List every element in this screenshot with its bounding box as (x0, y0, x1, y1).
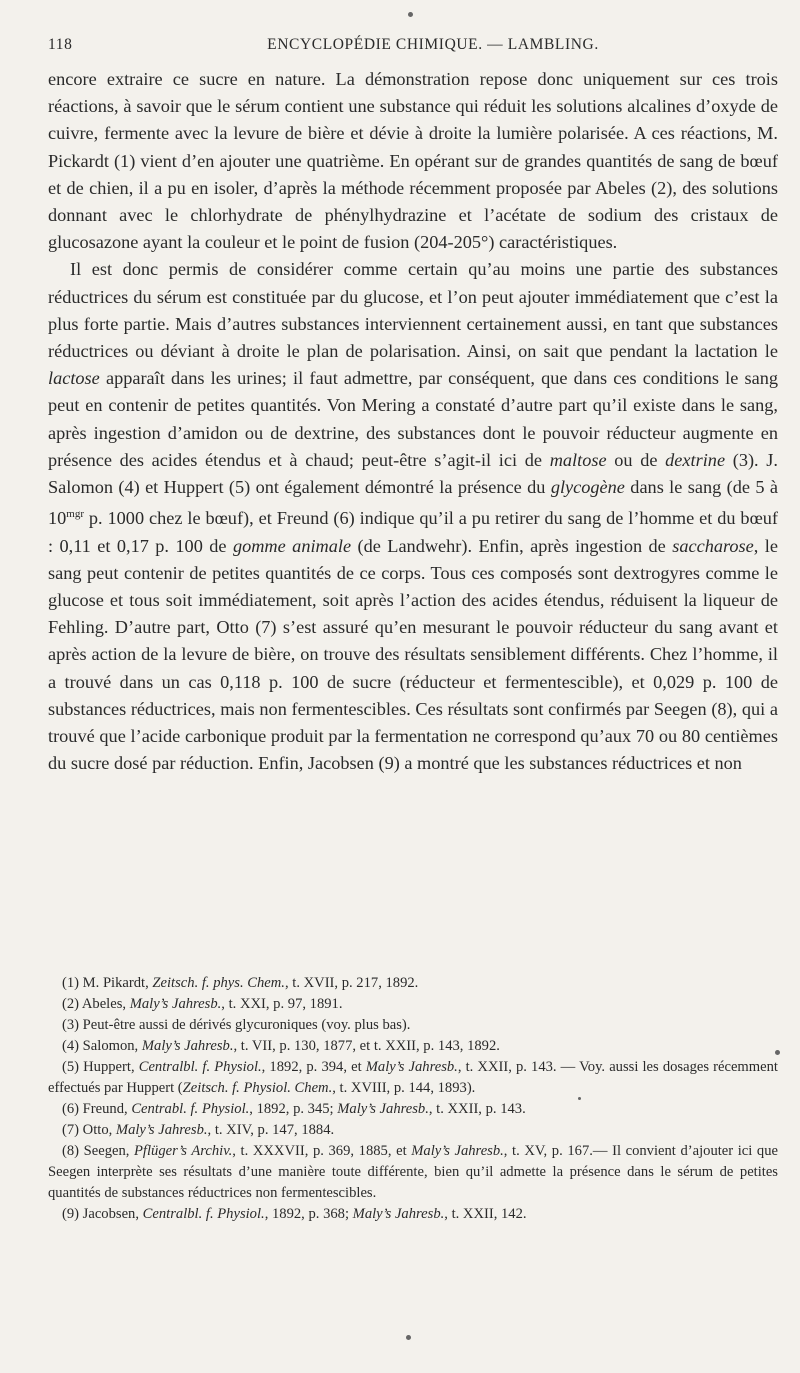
paragraph-1: encore extraire ce sucre en nature. La démonstration repose donc uniquement sur ces trois réactions, à savoir que le sérum contient une substance qui réduit les solutions alcalines d’oxyde de cuivre, fermente avec la levure de bière et dévie à droite la lumière polarisée. A ces réactions, M. Pickardt (1) vient d’en ajouter une quatrième. En opérant sur de grandes quantités de sang de bœuf et de chien, il a pu en isoler, d’après la méthode récemment proposée par Abeles (2), des solutions donnant avec le chlorhydrate de phénylhydrazine et l’acétate de sodium des cristaux de glucosazone ayant la couleur et le point de fusion (204-205°) caractéristiques. (48, 69, 778, 253)
term-glycogene: glycogène (550, 477, 625, 498)
ink-speck (408, 12, 413, 17)
page-number: 118 (48, 36, 73, 53)
footnote-4: (4) Salomon, Maly’s Jahresb., t. VII, p. 130, 1877, et t. XXII, p. 143, 1892. (62, 1038, 500, 1054)
footnote-1: (1) M. Pikardt, Zeitsch. f. phys. Chem., t. XVII, p. 217, 1892. (62, 975, 419, 991)
footnotes (48, 973, 778, 1225)
footnote-9: (9) Jacobsen, Centralbl. f. Physiol., 1892, p. 368; Maly’s Jahresb., t. XXII, 142. (62, 1206, 527, 1222)
footnote-6: (6) Freund, Centrabl. f. Physiol., 1892, p. 345; Maly’s Jahresb., t. XXII, p. 143. (62, 1101, 526, 1117)
running-title: ENCYCLOPÉDIE CHIMIQUE. — LAMBLING. (267, 36, 599, 53)
term-saccharose: saccharose (672, 535, 754, 556)
footnote-5: (5) Huppert, Centralbl. f. Physiol., 1892, p. 394, et Maly’s Jahresb., t. XXII, p. 143. — Voy. aussi les dosages récemment effectués par Huppert (Zeitsch. f. Physiol. Chem., t. XVIII, p. 144, 1893). (48, 1059, 778, 1096)
ink-speck (406, 1335, 411, 1340)
term-dextrine: dextrine (665, 449, 726, 470)
footnote-2: (2) Abeles, Maly’s Jahresb., t. XXI, p. 97, 1891. (62, 996, 343, 1012)
footnote-8: (8) Seegen, Pflüger’s Archiv., t. XXXVII, p. 369, 1885, et Maly’s Jahresb., t. XV, p. 167.— Il convient d’ajouter ici que Seegen interprète ses résultats d’une manière toute différente, bien qu’il admette la présence dans le sérum de petites quantités de substances réductrices non fermentescibles. (48, 1143, 779, 1201)
paragraph-2: Il est donc permis de considérer comme certain qu’au moins une partie des substances réductrices du sérum est constituée par du glucose, et l’on peut ajouter immédiatement que c’est la plus forte partie. Mais d’autres substances interviennent certainement aussi, en tant que substances réductrices ou déviant à droite le plan de polarisation. Ainsi, on sait que pendant la lactation le lactose apparaît dans les urines; il faut admettre, par conséquent, que dans ces conditions le sang peut en contenir de petites quantités. Von Mering a constaté d’autre part qu’il existe dans le sang, après ingestion d’amidon ou de dextrine, des substances dont le pouvoir réducteur augmente en présence des acides étendus et à chaud; peut-être s’agit-il ici de maltose ou de dextrine (3). J. Salomon (4) et Huppert (5) ont également démontré la présence du glycogène dans le sang (de 5 à $10^{mgr}$ p. 1000 chez le bœuf), et Freund (6) indique qu’il a pu retirer du sang de l’homme et du bœuf : 0,11 et 0,17 p. 100 de gomme animale (de Landwehr). Enfin, après ingestion de saccharose, le sang peut contenir de petites quantités de ce corps. Tous ces composés sont dextrogyres comme le glucose et tous soit immédiatement, soit après l’action des acides étendus, réduisent la liqueur de Fehling. D’autre part, Otto (7) s’est assuré qu’en mesurant le pouvoir réducteur du sang avant et après action de la levure de bière, on trouve des résultats sensiblement différents. Chez l’homme, il a trouvé dans un cas 0,118 p. 100 de sucre (réducteur et fermentescible), et 0,029 p. 100 de substances réductrices, mais non fermentescibles. Ces résultats sont confirmés par Seegen (8), qui a trouvé que l’acide carbonique produit par la fermentation ne correspond qu’aux 70 ou 80 centièmes du sucre dosé par réduction. Enfin, Jacobsen (9) a montré que les substances réductrices et non (48, 259, 778, 774)
term-gomme-animale: gomme animale (232, 535, 352, 556)
footnote-7: (7) Otto, Maly’s Jahresb., t. XIV, p. 147, 1884. (62, 1122, 335, 1138)
term-maltose: maltose (549, 449, 607, 470)
unit-mgr: mgr (66, 508, 85, 521)
term-lactose: lactose (48, 368, 100, 389)
main-text (48, 66, 778, 777)
running-header (48, 36, 778, 58)
footnote-3: (3) Peut-être aussi de dérivés glycuroniques (voy. plus bas). (62, 1017, 411, 1033)
